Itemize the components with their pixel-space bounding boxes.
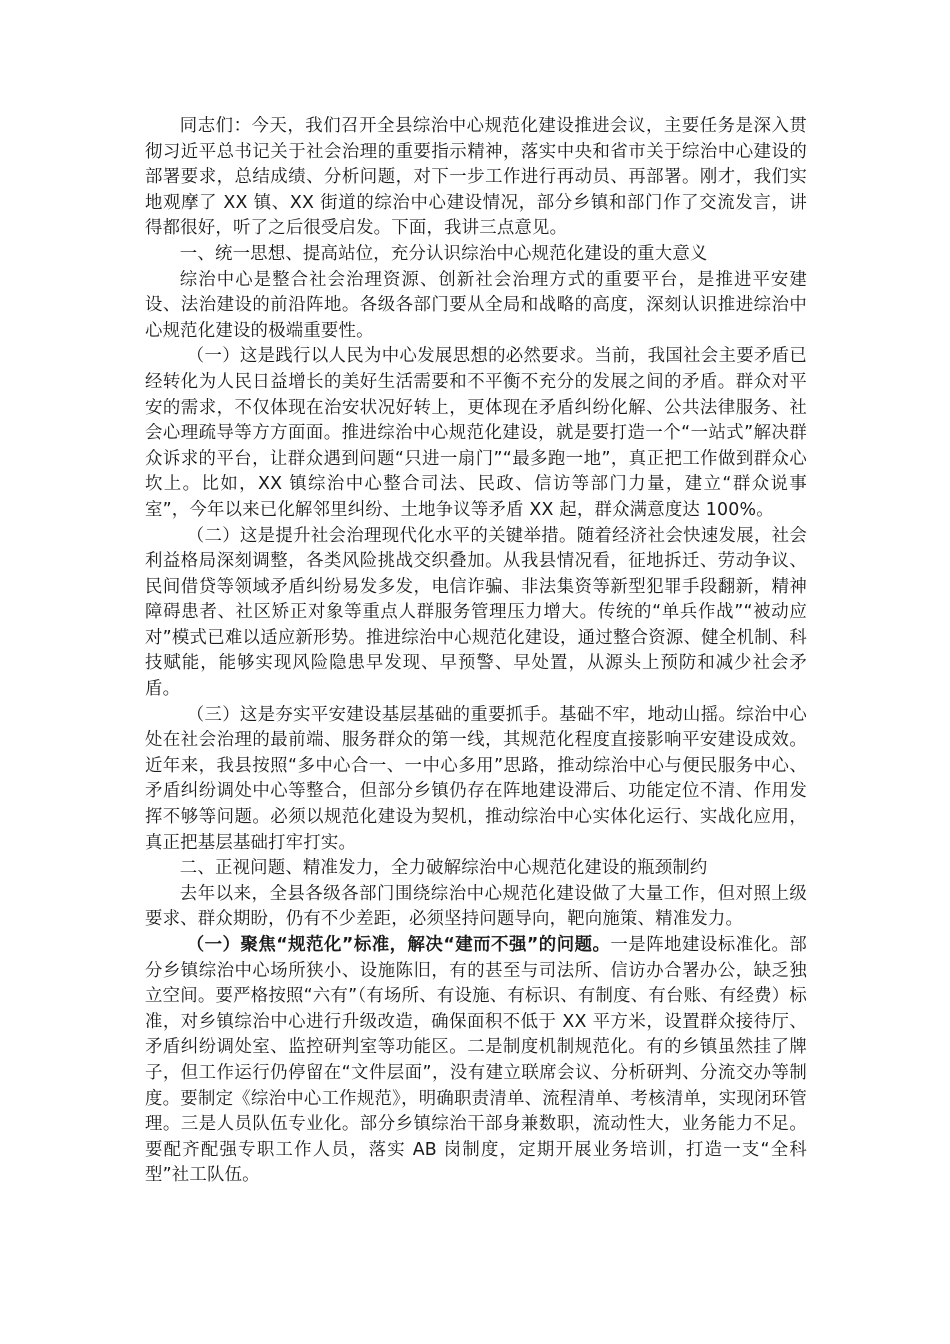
section-1-point-3: （三）这是夯实平安建设基层基础的重要抓手。基础不牢，地动山摇。综治中心处在社会治理的最前端、服务群众的第一线，其规范化程度直接影响平安建设成效。近年来，我县按照“多中心合一、一中心多用”思路，推动综治中心与便民服务中心、矛盾纠纷调处中心等整合，但部分乡镇仍存在阵地建设滞后、功能定位不清、作用发挥不够等问题。必须以规范化建设为契机，推动综治中心实体化运行、实战化应用，真正把基层基础打牢打实。 <box>145 704 807 853</box>
section-1-intro: 综治中心是整合社会治理资源、创新社会治理方式的重要平台，是推进平安建设、法治建设的前沿阵地。各级各部门要从全局和战略的高度，深刻认识推进综治中心规范化建设的极端重要性。 <box>145 269 807 341</box>
section-2-intro: 去年以来，全县各级各部门围绕综治中心规范化建设做了大量工作，但对照上级要求、群众期盼，仍有不少差距，必须坚持问题导向，靶向施策、精准发力。 <box>145 883 807 930</box>
section-heading-1: 一、统一思想、提高站位，充分认识综治中心规范化建设的重大意义 <box>179 243 708 264</box>
section-2-point-1-title: （一）聚焦“规范化”标准，解决“建而不强”的问题。 <box>186 935 611 955</box>
section-2-point-1-body: 一是阵地建设标准化。部分乡镇综治中心场所狭小、设施陈旧，有的甚至与司法所、信访办合署办公，缺乏独立空间。要严格按照“六有”（有场所、有设施、有标识、有制度、有台账、有经费）标准，对乡镇综治中心进行升级改造，确保面积不低于 XX 平方米，设置群众接待厅、矛盾纠纷调处室、监控研判室等功能区。二是制度机制规范化。有的乡镇虽然挂了牌子，但工作运行仍停留在“文件层面”，没有建立联席会议、分析研判、分流交办等制度。要制定《综治中心工作规范》，明确职责清单、流程清单、考核清单，实现闭环管理。三是人员队伍专业化。部分乡镇综治干部身兼数职，流动性大，业务能力不足。要配齐配强专职工作人员，落实 AB 岗制度，定期开展业务培训，打造一支“全科型”社工队伍。 <box>145 935 807 1186</box>
section-1-point-1: （一）这是践行以人民为中心发展思想的必然要求。当前，我国社会主要矛盾已经转化为人民日益增长的美好生活需要和不平衡不充分的发展之间的矛盾。群众对平安的需求，不仅体现在治安状况好转上，更体现在矛盾纠纷化解、公共法律服务、社会心理疏导等方方面面。推进综治中心规范化建设，就是要打造一个“一站式”解决群众诉求的平台，让群众遇到问题“只进一扇门”“最多跑一地”，真正把工作做到群众心坎上。比如，XX 镇综治中心整合司法、民政、信访等部门力量，建立“群众说事室”，今年以来已化解邻里纠纷、土地争议等矛盾 XX 起，群众满意度达 100%。 <box>145 346 807 520</box>
section-heading-2: 二、正视问题、精准发力，全力破解综治中心规范化建设的瓶颈制约 <box>179 858 708 879</box>
section-2-point-1 <box>145 933 807 1189</box>
section-1-point-2: （二）这是提升社会治理现代化水平的关键举措。随着经济社会快速发展，社会利益格局深刻调整，各类风险挑战交织叠加。从我县情况看，征地拆迁、劳动争议、民间借贷等领域矛盾纠纷易发多发，电信诈骗、非法集资等新型犯罪手段翻新，精神障碍患者、社区矫正对象等重点人群服务管理压力增大。传统的“单兵作战”“被动应对”模式已难以适应新形势。推进综治中心规范化建设，通过整合资源、健全机制、科技赋能，能够实现风险隐患早发现、早预警、早处置，从源头上预防和减少社会矛盾。 <box>145 525 807 700</box>
opening-paragraph: 同志们：今天，我们召开全县综治中心规范化建设推进会议，主要任务是深入贯彻习近平总书记关于社会治理的重要指示精神，落实中央和省市关于综治中心建设的部署要求，总结成绩、分析问题，对下一步工作进行再动员、再部署。刚才，我们实地观摩了 XX 镇、XX 街道的综治中心建设情况，部分乡镇和部门作了交流发言，讲得都很好，听了之后很受启发。下面，我讲三点意见。 <box>145 116 807 239</box>
document-body <box>145 114 807 1189</box>
